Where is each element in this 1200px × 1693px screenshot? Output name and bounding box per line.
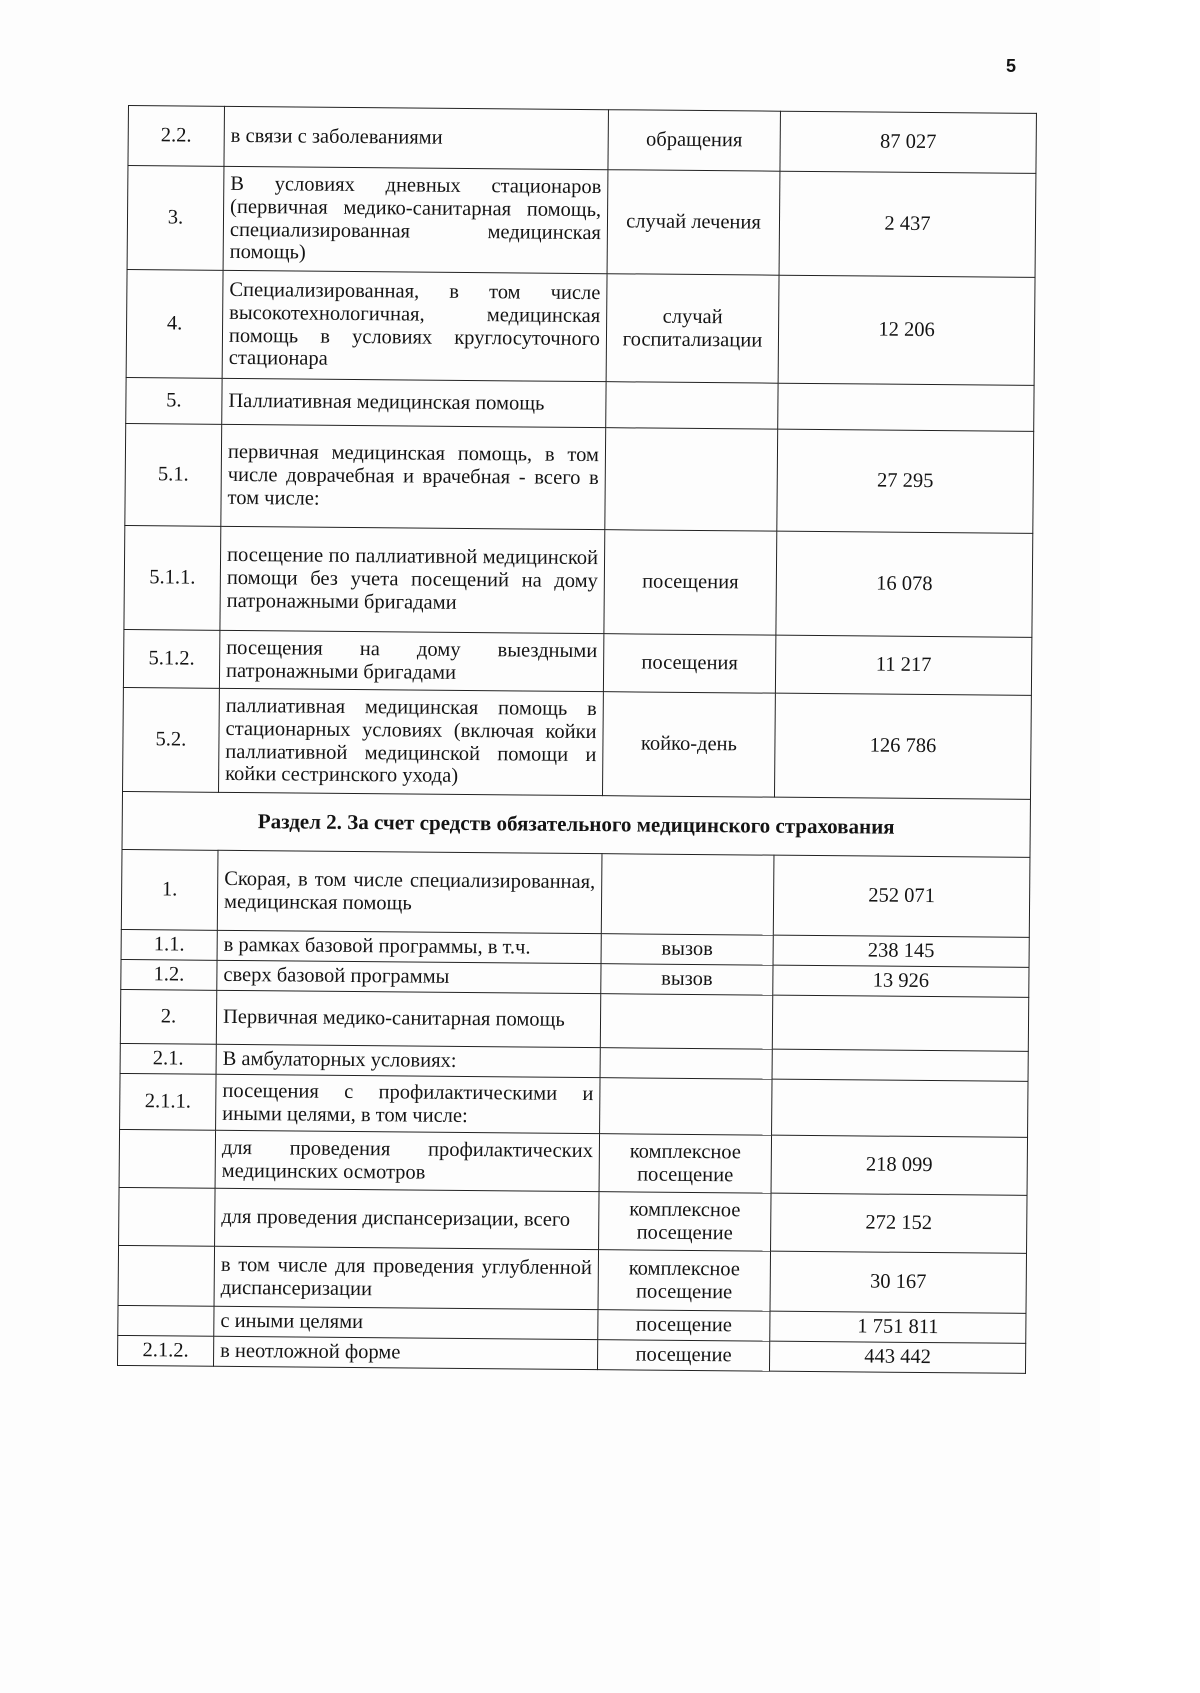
row-value: 443 442 xyxy=(769,1341,1025,1373)
row-description: В амбулаторных условиях: xyxy=(216,1044,600,1077)
row-number: 1.2. xyxy=(121,959,217,990)
row-description: Скорая, в том числе специализированная, медицинская помощь xyxy=(217,850,602,933)
row-unit: вызов xyxy=(601,934,773,965)
row-description: В условиях дневных стационаров (первичная медико-санитарная помощь, специализированная медицинская помощь) xyxy=(223,166,608,273)
table-row xyxy=(120,989,1028,1051)
row-unit xyxy=(600,1048,772,1079)
table-row xyxy=(118,1245,1026,1313)
row-value: 11 217 xyxy=(775,635,1031,695)
row-description: первичная медицинская помощь, в том числе доврачебная и врачебная - всего в том числе: xyxy=(221,424,606,529)
table-row xyxy=(123,687,1032,799)
row-value xyxy=(772,995,1028,1051)
row-number xyxy=(119,1187,216,1246)
row-number: 1. xyxy=(121,849,218,930)
row-number: 3. xyxy=(127,166,224,271)
row-unit: посещение xyxy=(598,1310,770,1341)
row-number: 1.1. xyxy=(121,929,217,960)
row-unit: посещения xyxy=(603,634,775,693)
row-number: 2.1.1. xyxy=(120,1073,216,1130)
row-description: в неотложной форме xyxy=(213,1336,597,1369)
row-description: в рамках базовой программы, в т.ч. xyxy=(217,930,601,963)
row-value: 218 099 xyxy=(771,1135,1027,1195)
row-description: для проведения диспансеризации, всего xyxy=(215,1188,599,1249)
row-description: паллиативная медицинская помощь в стационарных условиях (включая койки паллиативной медицинской помощи и койки сестринского ухода) xyxy=(219,688,604,795)
row-description: Специализированная, в том числе высокотехнологичная, медицинская помощь в условиях круглосуточного стационара xyxy=(222,270,607,381)
data-table xyxy=(117,105,1037,1374)
row-description: для проведения профилактических медицинских осмотров xyxy=(215,1130,599,1191)
row-value xyxy=(772,1049,1028,1081)
table-row xyxy=(124,525,1033,637)
row-unit: посещения xyxy=(604,530,777,635)
row-unit: обращения xyxy=(608,110,781,171)
table-row xyxy=(123,629,1031,695)
row-number: 2.1. xyxy=(120,1043,216,1074)
row-value: 87 027 xyxy=(780,111,1037,173)
row-unit: случай лечения xyxy=(607,170,780,275)
row-value: 30 167 xyxy=(770,1251,1027,1313)
row-number xyxy=(119,1129,216,1188)
table-row xyxy=(126,377,1034,431)
row-number: 4. xyxy=(126,269,223,378)
row-description: сверх базовой программы xyxy=(217,960,601,993)
row-unit: комплексное посещение xyxy=(599,1192,771,1251)
table-row xyxy=(125,423,1034,533)
table-row xyxy=(119,1129,1027,1195)
row-value: 126 786 xyxy=(774,693,1031,799)
row-unit xyxy=(606,382,778,429)
row-value: 252 071 xyxy=(773,855,1030,937)
row-value: 2 437 xyxy=(779,171,1036,277)
row-value xyxy=(778,383,1034,431)
row-value: 13 926 xyxy=(773,965,1029,997)
row-description: с иными целями xyxy=(214,1306,598,1339)
row-number: 2. xyxy=(120,989,216,1044)
row-description: посещения на дому выездными патронажными бригадами xyxy=(219,630,603,691)
section-title: Раздел 2. За счет средств обязательного медицинского страхования xyxy=(122,791,1030,857)
row-number: 5.1.1. xyxy=(124,525,221,630)
row-description: в связи с заболеваниями xyxy=(224,106,609,169)
table-row xyxy=(128,106,1036,174)
row-number: 5.1.2. xyxy=(123,629,220,688)
page-number: 5 xyxy=(1006,56,1017,76)
row-description: посещения с профилактическими и иными целями, в том числе: xyxy=(216,1074,600,1133)
row-value: 16 078 xyxy=(776,531,1033,637)
row-unit xyxy=(600,1078,772,1135)
row-value: 238 145 xyxy=(773,935,1029,967)
table-row xyxy=(119,1187,1027,1253)
row-unit: случай госпитализации xyxy=(606,274,779,383)
row-unit xyxy=(601,854,774,935)
row-unit: комплексное посещение xyxy=(598,1250,771,1311)
section-header-row xyxy=(122,791,1030,857)
row-unit: койко-день xyxy=(602,692,775,797)
row-unit xyxy=(600,994,772,1049)
table-row xyxy=(121,849,1030,937)
table-row xyxy=(126,269,1035,385)
row-number: 5. xyxy=(126,377,222,424)
table-body xyxy=(118,106,1037,1374)
row-number xyxy=(118,1305,214,1336)
row-unit: вызов xyxy=(601,964,773,995)
row-value: 1 751 811 xyxy=(770,1311,1026,1343)
row-description: Первичная медико-санитарная помощь xyxy=(216,990,600,1047)
row-number xyxy=(118,1245,215,1306)
row-value: 12 206 xyxy=(778,275,1035,385)
row-number: 5.2. xyxy=(123,687,220,792)
row-unit: комплексное посещение xyxy=(599,1134,771,1193)
row-description: Паллиативная медицинская помощь xyxy=(222,378,606,427)
row-value: 27 295 xyxy=(777,429,1034,533)
table-row xyxy=(120,1073,1028,1137)
row-number: 2.2. xyxy=(128,106,225,167)
row-number: 2.1.2. xyxy=(118,1335,214,1366)
row-description: посещение по паллиативной медицинской помощи без учета посещений на дому патронажными бригадами xyxy=(220,526,605,633)
row-unit xyxy=(605,428,778,531)
table-row xyxy=(127,166,1036,278)
row-description: в том числе для проведения углубленной диспансеризации xyxy=(214,1246,599,1309)
row-value: 272 152 xyxy=(771,1193,1027,1253)
row-value xyxy=(772,1079,1028,1137)
row-number: 5.1. xyxy=(125,423,222,526)
row-unit: посещение xyxy=(597,1340,769,1371)
